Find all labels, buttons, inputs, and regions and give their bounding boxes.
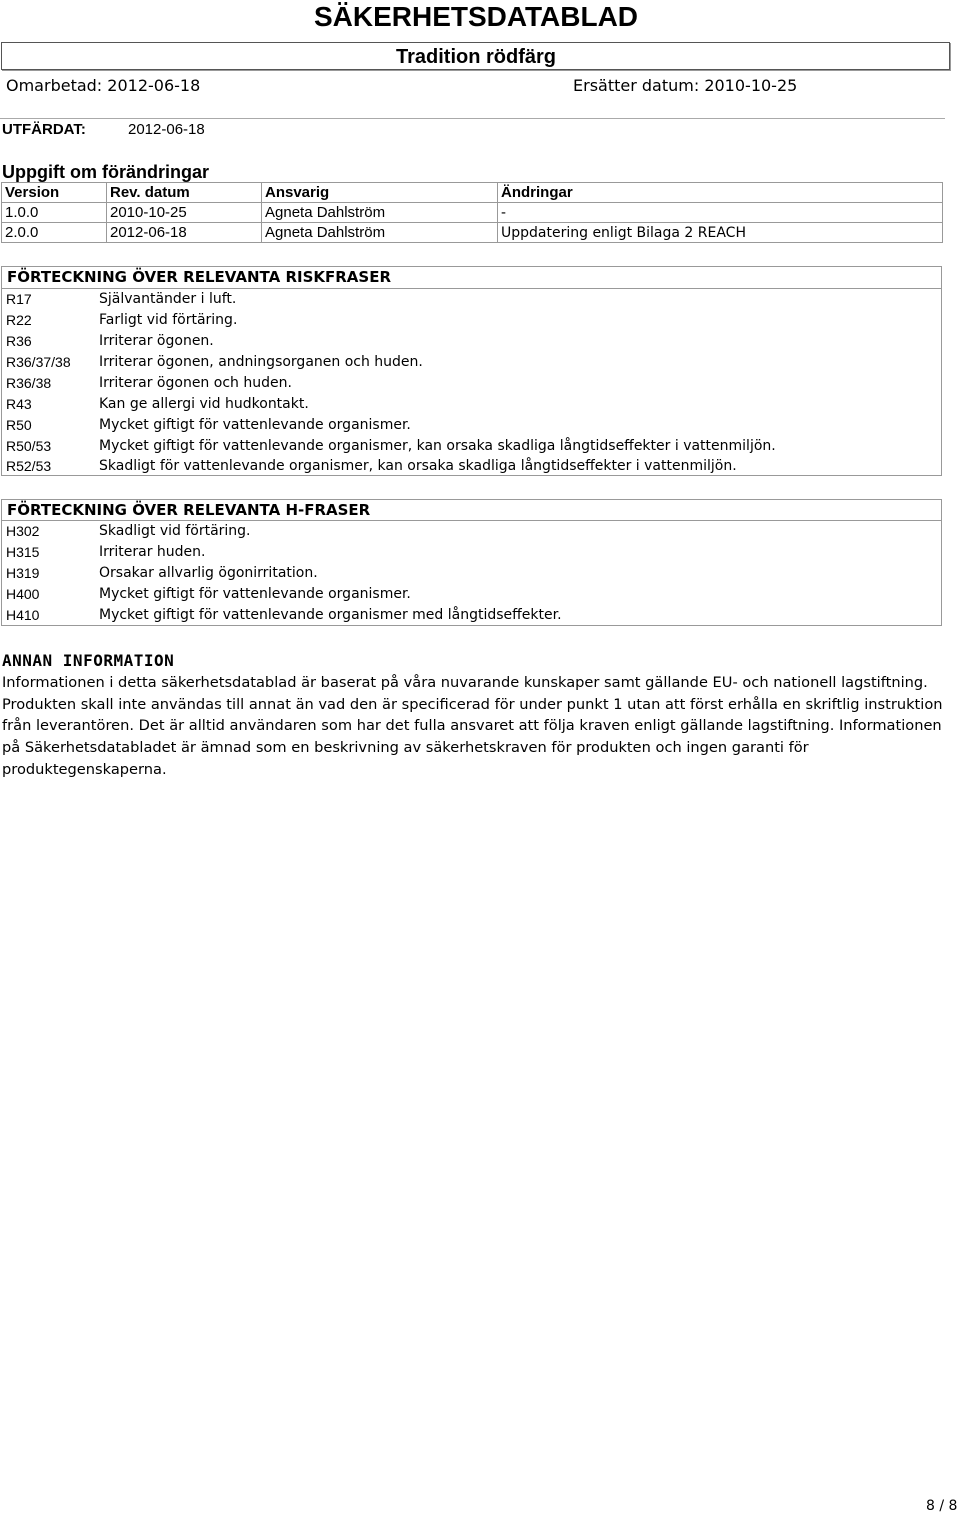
- column-header-changes: Ändringar: [498, 183, 943, 203]
- other-information-text: Informationen i detta säkerhetsdatablad är baserat på våra nuvarande kunskaper samt gällande EU- och nationell lagstiftning. Produkten skall inte användas till annat än vad den är specificerad för under punkt 1 utan att först erhålla en skriftlig instruktion från leverantören. Det är alltid användaren som har det fulla ansvaret att följa kraven enligt gällande lagstiftning. Informationen på Säkerhetsdatabladet är ämnad som en beskrivning av säkerhetskraven för produkten och ingen garanti för produktegenskaperna.: [2, 674, 943, 778]
- phrase-code: R43: [6, 396, 32, 412]
- revisions-table: [1, 182, 943, 243]
- phrase-text: Farligt vid förtäring.: [99, 312, 238, 328]
- replaces-date: Ersätter datum: 2010-10-25: [573, 76, 798, 95]
- phrase-text: Irriterar ögonen och huden.: [99, 375, 292, 391]
- column-header-version: Version: [2, 183, 107, 203]
- phrase-code: R22: [6, 312, 32, 328]
- cell-responsible: Agneta Dahlström: [262, 223, 498, 243]
- phrase-text: Irriterar ögonen, andningsorganen och huden.: [99, 354, 423, 370]
- phrase-code: H315: [6, 544, 40, 560]
- header-divider: [0, 118, 945, 119]
- cell-version: 1.0.0: [2, 203, 107, 223]
- table-row: [2, 223, 943, 243]
- cell-version: 2.0.0: [2, 223, 107, 243]
- page-number: 8 / 8: [926, 1498, 958, 1514]
- phrase-code: R52/53: [6, 458, 52, 474]
- revisions-heading: Uppgift om förändringar: [2, 162, 209, 182]
- cell-responsible: Agneta Dahlström: [262, 203, 498, 223]
- table-header-row: [2, 183, 943, 203]
- phrase-code: R50: [6, 417, 32, 433]
- cell-rev-date: 2010-10-25: [107, 203, 262, 223]
- phrase-text: Irriterar ögonen.: [99, 333, 214, 349]
- phrase-text: Orsakar allvarlig ögonirritation.: [99, 565, 318, 581]
- phrase-text: Mycket giftigt för vattenlevande organismer, kan orsaka skadliga långtidseffekter i vattenmiljön.: [99, 438, 776, 454]
- phrase-code: R36/37/38: [6, 354, 71, 370]
- phrase-text: Kan ge allergi vid hudkontakt.: [99, 396, 309, 412]
- phrase-text: Skadligt vid förtäring.: [99, 523, 251, 539]
- revised-date: Omarbetad: 2012-06-18: [6, 76, 201, 95]
- table-row: [2, 203, 943, 223]
- column-header-rev-date: Rev. datum: [107, 183, 262, 203]
- phrase-code: R36: [6, 333, 32, 349]
- phrase-code: H319: [6, 565, 40, 581]
- cell-rev-date: 2012-06-18: [107, 223, 262, 243]
- cell-changes: -: [498, 203, 943, 223]
- phrase-text: Skadligt för vattenlevande organismer, kan orsaka skadliga långtidseffekter i vattenmiljön.: [99, 458, 737, 474]
- phrase-text: Irriterar huden.: [99, 544, 206, 560]
- risk-phrases-box: [1, 266, 942, 476]
- phrase-text: Mycket giftigt för vattenlevande organismer med långtidseffekter.: [99, 607, 562, 623]
- h-phrases-heading: FÖRTECKNING ÖVER RELEVANTA H-FRASER: [7, 501, 371, 519]
- phrase-code: H302: [6, 523, 40, 539]
- issued-label: UTFÄRDAT:: [2, 121, 86, 138]
- risk-phrases-heading: FÖRTECKNING ÖVER RELEVANTA RISKFRASER: [7, 268, 392, 286]
- column-header-responsible: Ansvarig: [262, 183, 498, 203]
- document-title: SÄKERHETSDATABLAD: [313, 1, 639, 32]
- phrase-text: Mycket giftigt för vattenlevande organismer.: [99, 586, 411, 602]
- phrase-code: H410: [6, 607, 40, 623]
- phrase-code: R50/53: [6, 438, 52, 454]
- issued-date: 2012-06-18: [128, 121, 205, 138]
- phrase-text: Mycket giftigt för vattenlevande organismer.: [99, 417, 411, 433]
- phrase-code: R17: [6, 291, 32, 307]
- other-information-heading: ANNAN INFORMATION: [2, 651, 175, 670]
- h-phrases-box: [1, 499, 942, 626]
- phrase-code: R36/38: [6, 375, 52, 391]
- phrase-text: Självantänder i luft.: [99, 291, 237, 307]
- cell-changes: Uppdatering enligt Bilaga 2 REACH: [498, 223, 943, 243]
- product-name: Tradition rödfärg: [396, 46, 556, 68]
- phrase-code: H400: [6, 586, 40, 602]
